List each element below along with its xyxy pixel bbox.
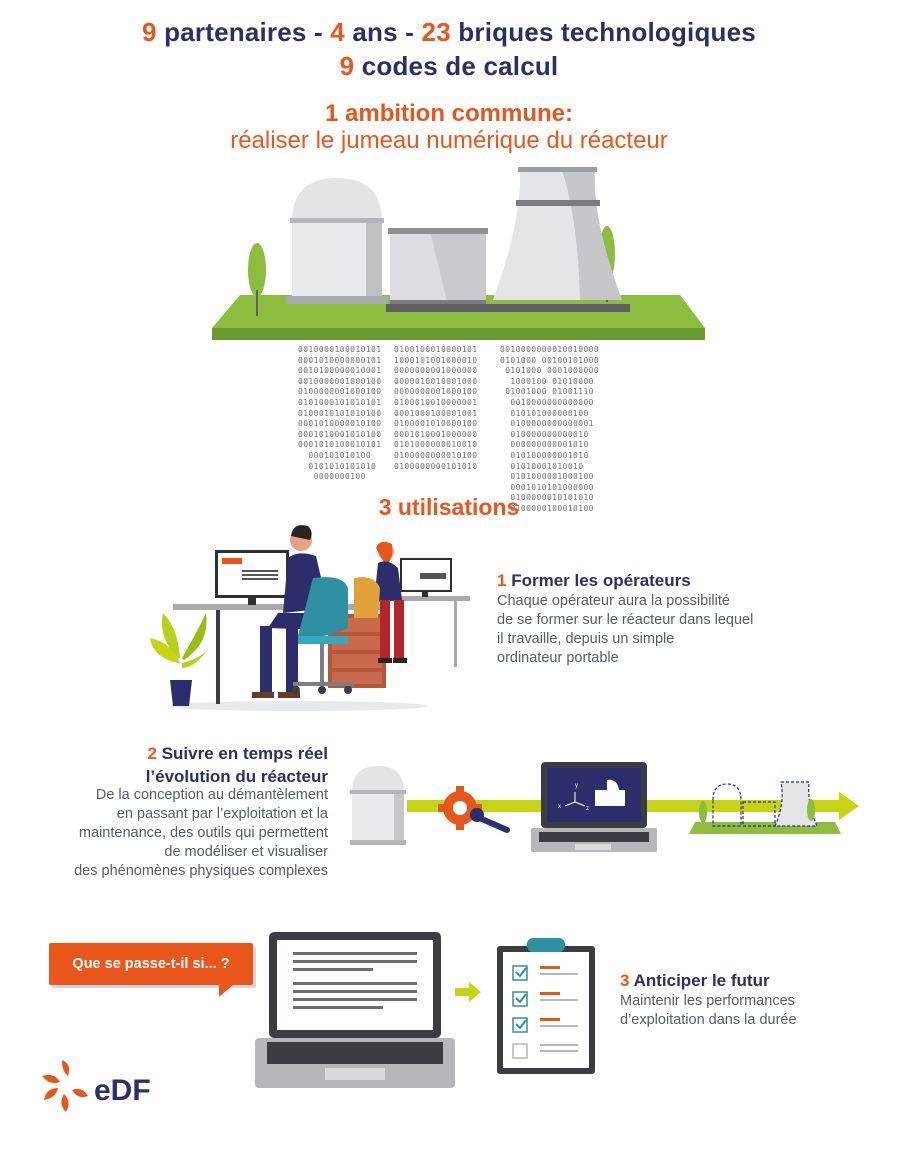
codes-label: codes de calcul <box>361 51 559 81</box>
partners-count: 9 <box>142 17 157 47</box>
lifecycle-flow-illustration <box>345 760 865 860</box>
checklist-clipboard-icon <box>497 938 595 1074</box>
edf-wordmark: eDF <box>94 1074 151 1107</box>
use3-description <box>620 992 797 1030</box>
edf-swirl-icon <box>42 1060 88 1112</box>
reactor-dome <box>292 178 382 222</box>
ambition-subtitle: réaliser le jumeau numérique du réacteur <box>230 127 668 154</box>
use3-desc-line: Maintenir les performances <box>620 993 795 1009</box>
use1-desc-line: Chaque opérateur aura la possibilité <box>497 593 730 609</box>
axis-label-x: x <box>558 804 561 810</box>
reactor-icon <box>350 766 406 845</box>
use2-desc-line: de modéliser et visualiser <box>164 844 328 860</box>
use1-title <box>497 571 691 591</box>
edf-logo <box>38 1058 178 1116</box>
use1-description <box>497 592 753 668</box>
binary-column-1: 0010000100010101 0001010000000101 0010100000010001 0010000001000100 0100000001000100 0101000101010101 0100010101010100 0001010000010100 0001010001010100 0001010100010101 000101010100 0101010101010 0000000100 <box>298 345 382 482</box>
use2-title-line2: l’évolution du réacteur <box>145 767 328 786</box>
utilisations-title: 3 utilisations <box>378 494 520 520</box>
tree-left-icon <box>248 243 266 297</box>
use2-desc-line: De la conception au démantèlement <box>95 787 328 803</box>
years-count: 4 <box>330 17 345 47</box>
headline-codes <box>0 51 898 82</box>
anticipation-illustration <box>255 930 605 1095</box>
partners-label: partenaires <box>164 17 307 47</box>
office-workers-illustration <box>148 518 478 713</box>
use1-desc-line: il travaille, depuis un simple <box>497 631 675 647</box>
binary-column-3: 0010000000010010000 0101000 00100101000 0101000 0001000000 1000100 01010000 01001000 01001110 0010000000000000 010101000000100 0100000000000001 010000000000010 000000000001010 010100000001010 01010001010010 0101000001000100 0001010101000000 0100000010101010 0100000100010100 <box>500 345 600 513</box>
plant-icon <box>150 613 210 706</box>
use2-desc-line: maintenance, des outils qui permettent <box>78 825 328 841</box>
binary-column-2: 0100100010000101 1000101001000010 0000000001000000 0000010010001000 0000000001000100 0100010010000001 0001000100001001 0100001010000100 0001010001000000 0101000000010010 0100000000010100 0100000000101010 <box>394 345 478 471</box>
use1-desc-line: ordinateur portable <box>497 650 619 666</box>
codes-count: 9 <box>339 51 355 81</box>
separator: - <box>405 17 415 47</box>
laptop-3d-model-icon <box>531 762 657 852</box>
axis-label-y: y <box>575 783 578 789</box>
use1-desc-line: de se former sur le réacteur dans lequel <box>497 612 754 628</box>
use2-number: 2 <box>147 744 157 763</box>
bricks-count: 23 <box>421 17 451 47</box>
use3-title <box>620 971 770 991</box>
what-if-bubble: Que se passe-t-il si... ? <box>49 943 253 985</box>
bricks-label: briques technologiques <box>458 17 756 47</box>
use2-desc-line: en passant par l’exploitation et la <box>116 806 328 822</box>
use3-number: 3 <box>620 971 630 990</box>
use2-description <box>20 786 328 881</box>
headline-stats <box>0 17 898 48</box>
years-label: ans <box>352 17 398 47</box>
use3-desc-line: d’exploitation dans la durée <box>620 1012 797 1028</box>
use2-desc-line: des phénomènes physiques complexes <box>74 863 328 879</box>
separator: - <box>313 17 323 47</box>
axis-label-z: z <box>586 806 589 812</box>
ambition-title: 1 ambition commune: <box>324 100 574 127</box>
yellow-chair <box>354 577 380 618</box>
nuclear-plant-illustration <box>200 160 720 345</box>
arrow-icon <box>455 982 481 1002</box>
use3-title-text: Anticiper le futur <box>633 971 770 990</box>
use1-title-text: Former les opérateurs <box>511 571 691 590</box>
use2-title <box>40 742 328 788</box>
use2-title-line1: Suivre en temps réel <box>161 744 328 763</box>
ground-edge <box>212 328 705 340</box>
use1-number: 1 <box>497 571 507 590</box>
laptop-report-icon <box>255 932 455 1088</box>
